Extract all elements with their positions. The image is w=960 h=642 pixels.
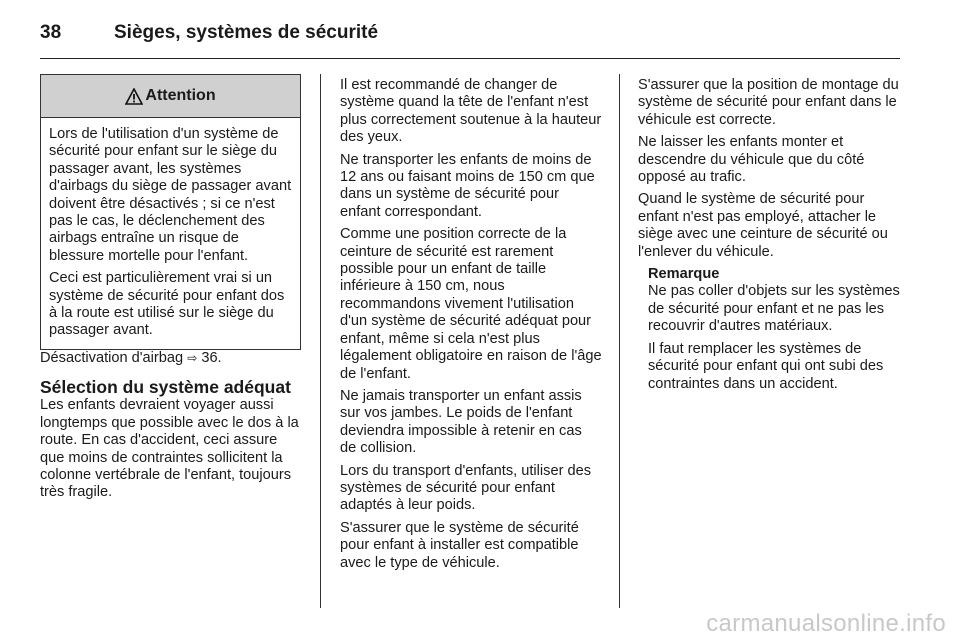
page-header — [40, 18, 900, 59]
page-number: 38 — [40, 22, 62, 43]
deactivation-page-ref: 36. — [201, 349, 222, 366]
section-paragraph: Les enfants devraient voyager aussi longtemps que possible avec le dos à la route. En cas d'accident, ceci assure que moins de contraintes sollicitent la colonne vertébrale de l'enfant, toujours très fragile. — [40, 397, 299, 501]
column-middle — [340, 77, 602, 577]
column-divider-left — [320, 74, 321, 608]
note-paragraph: Il faut remplacer les systèmes de sécurité pour enfant qui ont subi des contraintes dans un accident. — [648, 340, 884, 392]
column-divider-right — [619, 74, 620, 608]
section-title: Sélection du système adéquat — [40, 377, 291, 398]
deactivation-text: Désactivation d'airbag — [40, 349, 184, 366]
paragraph: Ne transporter les enfants de moins de 12 ans ou faisant moins de 150 cm que dans un système de sécurité pour enfant correspondant. — [340, 151, 595, 220]
paragraph: S'assurer que la position de montage du système de sécurité pour enfant dans le véhicule est correcte. — [638, 77, 899, 128]
paragraph: Comme une position correcte de la ceinture de sécurité est rarement possible pour un enfant de taille inférieure à 150 cm, nous recommandons vivement l'utilisation d'un système de sécurité adéquat pour enfant, même si cela n'est plus légalement obligatoire en raison de l'âge de l'enfant. — [340, 226, 602, 382]
paragraph: S'assurer que le système de sécurité pour enfant à installer est compatible avec le type de véhicule. — [340, 519, 579, 571]
warning-header — [41, 75, 300, 118]
paragraph: Ne jamais transporter un enfant assis sur vos jambes. Le poids de l'enfant deviendra impossible à retenir en cas de collision. — [340, 387, 582, 457]
deactivation-reference — [40, 350, 302, 367]
column-right — [638, 77, 900, 398]
warning-paragraph: Lors de l'utilisation d'un système de sécurité pour enfant sur le siège du passager avant, les systèmes d'airbags du siège de passager avant doivent être désactivés ; si ce n'est pas le cas, le déclenchement des airbags entraîne un risque de blessure mortelle pour l'enfant. — [49, 126, 292, 264]
warning-paragraph: Ceci est particulièrement vrai si un système de sécurité pour enfant dos à la route est utilisé sur le siège du passager avant. — [49, 270, 285, 339]
page-title: Sièges, systèmes de sécurité — [114, 22, 379, 43]
paragraph: Il est recommandé de changer de système quand la tête de l'enfant n'est plus correctement soutenue à la hauteur des yeux. — [340, 77, 602, 146]
warning-box — [40, 74, 301, 350]
paragraph: Lors du transport d'enfants, utiliser des systèmes de sécurité pour enfant adaptés à leur poids. — [340, 462, 592, 514]
warning-title: Attention — [145, 87, 216, 105]
warning-triangle-icon — [125, 88, 143, 105]
note-paragraph: Ne pas coller d'objets sur les systèmes de sécurité pour enfant et ne pas les recouvrir d'autres matériaux. — [648, 283, 900, 335]
warning-body — [41, 118, 300, 349]
watermark: carmanualsonline.info — [706, 610, 946, 637]
page-reference-arrow-icon: ⇨ — [187, 350, 198, 365]
column-left — [40, 74, 302, 507]
note-title: Remarque — [648, 266, 720, 283]
paragraph: Quand le système de sécurité pour enfant n'est pas employé, attacher le siège avec une ceinture de sécurité ou l'enlever du véhicule. — [638, 191, 888, 260]
paragraph: Ne laisser les enfants monter et descendre du véhicule que du côté opposé au trafic. — [638, 134, 865, 186]
note-block — [638, 266, 900, 393]
